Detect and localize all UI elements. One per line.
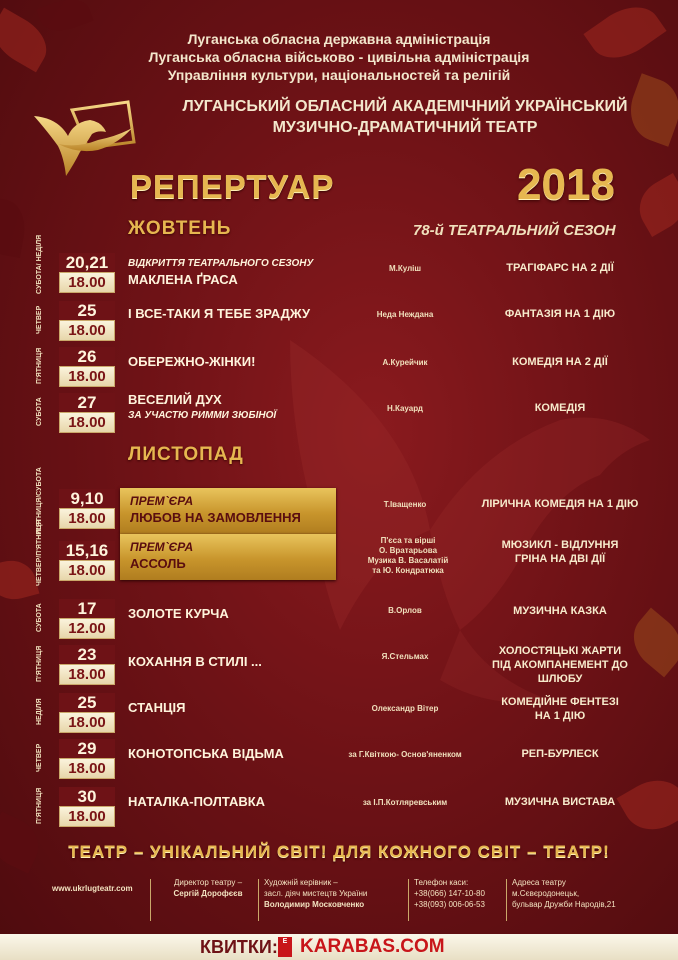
event-author-line: П'єса та вірші xyxy=(380,536,436,545)
footer-director xyxy=(162,877,254,899)
year: 2018 xyxy=(517,160,615,209)
premiere-banner xyxy=(120,488,336,534)
phone-2[interactable]: +38(093) 006-06-53 xyxy=(414,900,485,909)
event-date xyxy=(59,739,115,779)
event-author: за Г.Квіткою- Основ'яненком xyxy=(348,750,462,759)
season-label: 78-й ТЕАТРАЛЬНИЙ СЕЗОН xyxy=(413,222,616,239)
phone-1[interactable]: +38(066) 147-10-80 xyxy=(414,889,485,898)
phone-label: Телефон каси: xyxy=(414,878,469,887)
event-genre-line: НА 1 ДІЮ xyxy=(534,710,586,722)
event-author xyxy=(360,536,456,576)
event-time: 18.00 xyxy=(59,560,115,581)
event-genre: КОМЕДІЯ НА 2 ДІЇ xyxy=(512,356,608,368)
event-genre xyxy=(470,538,650,566)
art-role: Художній керівник – xyxy=(264,878,338,887)
repertoire-title: РЕПЕРТУАР xyxy=(130,168,335,205)
event-author: М.Куліш xyxy=(388,264,422,273)
tickets-site-link[interactable]: KARABAS.COM xyxy=(300,936,445,957)
event-author: Н.Кауард xyxy=(387,404,423,413)
event-day: 25 xyxy=(59,693,115,712)
event-title: СТАНЦІЯ xyxy=(128,700,186,715)
event-time: 18.00 xyxy=(59,366,115,387)
event-date xyxy=(59,253,115,293)
director-role: Директор театру – xyxy=(173,878,243,887)
event-genre-line: ГРІНА НА ДВІ ДІЇ xyxy=(514,553,606,565)
event-genre: ТРАГІФАРС НА 2 ДІЇ xyxy=(506,262,614,274)
premiere-label: ПРЕМ`ЄРА xyxy=(130,494,194,508)
event-title: ОБЕРЕЖНО-ЖІНКИ! xyxy=(128,354,256,369)
slogan: ТЕАТР – УНІКАЛЬНИЙ СВІТ! ДЛЯ КОЖНОГО СВІТ – ТЕАТР! xyxy=(68,842,610,861)
footer-address xyxy=(512,877,642,910)
tickets-bar xyxy=(0,934,678,960)
event-author: Я.Стельмах xyxy=(381,652,429,661)
event-author: Олександр Вітер xyxy=(371,704,439,713)
premiere-label: ПРЕМ`ЄРА xyxy=(130,540,194,554)
event-author-line: Музика В. Васалатій xyxy=(367,556,449,565)
event-title-text: ЛЮБОВ НА ЗАМОВЛЕННЯ xyxy=(130,510,301,525)
footer-divider xyxy=(408,879,409,921)
event-genre-line: МЮЗИКЛ - ВІДЛУННЯ xyxy=(501,539,619,551)
event-genre: МУЗИЧНА ВИСТАВА xyxy=(504,796,616,808)
footer-divider xyxy=(258,879,259,921)
event-title: КОХАННЯ В СТИЛІ ... xyxy=(128,654,262,669)
event-weekday: ЧЕТВЕР xyxy=(36,743,43,773)
event-weekday: П'ЯТНИЦЯ/СУБОТА xyxy=(36,467,43,534)
premiere-banner xyxy=(120,534,336,580)
header-line-3: Управління культури, національностей та релігій xyxy=(167,67,511,83)
footer-phone xyxy=(414,877,506,910)
event-time: 18.00 xyxy=(59,758,115,779)
event-author: за І.П.Котляревським xyxy=(362,798,448,807)
event-genre xyxy=(470,695,650,723)
event-note: ЗА УЧАСТЮ РИММИ ЗЮБІНОЇ xyxy=(128,410,277,421)
event-title: ЗОЛОТЕ КУРЧА xyxy=(128,606,229,621)
event-day: 25 xyxy=(59,301,115,320)
event-day: 15,16 xyxy=(59,541,115,560)
theatre-name xyxy=(140,96,670,138)
leaf-decoration xyxy=(630,173,678,237)
leaf-decoration xyxy=(0,197,29,258)
event-title xyxy=(128,392,276,424)
event-time: 18.00 xyxy=(59,272,115,293)
month-november: ЛИСТОПАД xyxy=(128,444,244,465)
event-author-line: О. Вратарьова xyxy=(378,546,438,555)
event-genre-line: ПІД АКОМПАНЕМЕНТ ДО ШЛЮБУ xyxy=(492,659,628,685)
month-october: ЖОВТЕНЬ xyxy=(128,218,232,239)
event-day: 29 xyxy=(59,739,115,758)
event-time: 18.00 xyxy=(59,664,115,685)
event-title-text: ВЕСЕЛИЙ ДУХ xyxy=(128,392,222,407)
event-date xyxy=(59,693,115,733)
footer xyxy=(0,877,678,929)
event-title-text: МАКЛЕНА ҐРАСА xyxy=(128,272,238,287)
event-title: І ВСЕ-ТАКИ Я ТЕБЕ ЗРАДЖУ xyxy=(128,306,311,321)
event-genre: ЛІРИЧНА КОМЕДІЯ НА 1 ДІЮ xyxy=(481,498,639,510)
event-genre: ФАНТАЗІЯ НА 1 ДІЮ xyxy=(504,308,616,320)
event-title-text: АССОЛЬ xyxy=(130,556,186,571)
event-time: 12.00 xyxy=(59,618,115,639)
event-weekday: СУБОТА xyxy=(36,603,43,633)
art-name: Володимир Московченко xyxy=(264,900,365,909)
event-date xyxy=(59,489,115,529)
footer-divider xyxy=(150,879,151,921)
event-weekday: П'ЯТНИЦЯ xyxy=(36,645,43,683)
event-time: 18.00 xyxy=(59,806,115,827)
event-time: 18.00 xyxy=(59,712,115,733)
event-genre: МУЗИЧНА КАЗКА xyxy=(513,605,607,617)
event-time: 18.00 xyxy=(59,320,115,341)
footer-divider xyxy=(506,879,507,921)
header-line-2: Луганська обласна військово - цивільна адміністрація xyxy=(148,49,530,65)
event-day: 23 xyxy=(59,645,115,664)
event-date xyxy=(59,301,115,341)
event-weekday: НЕДІЛЯ xyxy=(36,698,43,726)
event-author: В.Орлов xyxy=(388,606,422,615)
art-role-title: засл. діяч мистецтв України xyxy=(264,889,368,898)
event-author-line: та Ю. Кондратюка xyxy=(372,566,444,575)
event-time: 18.00 xyxy=(59,508,115,529)
event-day: 9,10 xyxy=(59,489,115,508)
event-date xyxy=(59,599,115,639)
address-label: Адреса театру xyxy=(512,878,566,887)
event-date xyxy=(59,645,115,685)
theatre-logo-icon xyxy=(28,92,140,178)
event-title xyxy=(128,256,313,288)
event-author: Неда Неждана xyxy=(376,310,434,319)
event-title: КОНОТОПСЬКА ВІДЬМА xyxy=(128,746,284,761)
administration-header xyxy=(0,30,678,84)
event-day: 27 xyxy=(59,393,115,412)
event-day: 20,21 xyxy=(59,253,115,272)
event-weekday: П'ЯТНИЦЯ xyxy=(36,347,43,385)
event-genre-line: ХОЛОСТЯЦЬКІ ЖАРТИ xyxy=(498,645,622,657)
tickets-label: КВИТКИ: xyxy=(200,937,278,957)
event-subtitle: ВІДКРИТТЯ ТЕАТРАЛЬНОГО СЕЗОНУ xyxy=(128,258,314,269)
footer-website[interactable]: www.ukrlugteatr.com xyxy=(52,884,133,893)
address-street: бульвар Дружби Народів,21 xyxy=(512,900,616,909)
event-day: 26 xyxy=(59,347,115,366)
footer-art-director xyxy=(264,877,404,910)
event-genre-line: КОМЕДІЙНЕ ФЕНТЕЗІ xyxy=(501,696,619,708)
event-date xyxy=(59,393,115,433)
event-weekday: ЧЕТВЕР xyxy=(36,305,43,335)
event-author: А.Курейчик xyxy=(382,358,428,367)
event-genre: КОМЕДІЯ xyxy=(534,402,586,414)
event-day: 30 xyxy=(59,787,115,806)
header-line-1: Луганська обласна державна адміністрація xyxy=(187,31,491,47)
leaf-decoration xyxy=(0,555,39,605)
director-name: Сергій Дорофєєв xyxy=(173,889,243,898)
event-time: 18.00 xyxy=(59,412,115,433)
event-weekday: ЧЕТВЕР/П'ЯТНИЦЯ xyxy=(36,519,43,586)
event-author: Т.Іващенко xyxy=(383,500,427,509)
theatre-name-line-2: МУЗИЧНО-ДРАМАТИЧНИЙ ТЕАТР xyxy=(272,119,538,136)
address-city: м.Сєвєродонецьк, xyxy=(512,889,580,898)
event-genre: РЕП-БУРЛЕСК xyxy=(521,748,599,760)
theatre-name-line-1: ЛУГАНСЬКИЙ ОБЛАСНИЙ АКАДЕМІЧНИЙ УКРАЇНСЬКИЙ xyxy=(182,98,628,115)
event-weekday: СУБОТА/ НЕДІЛЯ xyxy=(36,234,43,294)
event-title: НАТАЛКА-ПОЛТАВКА xyxy=(128,794,266,809)
event-genre xyxy=(470,644,650,686)
event-weekday: СУБОТА xyxy=(36,397,43,427)
event-weekday: П'ЯТНИЦЯ xyxy=(36,787,43,825)
ticket-logo-icon: E xyxy=(278,937,292,957)
event-date xyxy=(59,541,115,581)
event-day: 17 xyxy=(59,599,115,618)
event-date xyxy=(59,347,115,387)
event-date xyxy=(59,787,115,827)
